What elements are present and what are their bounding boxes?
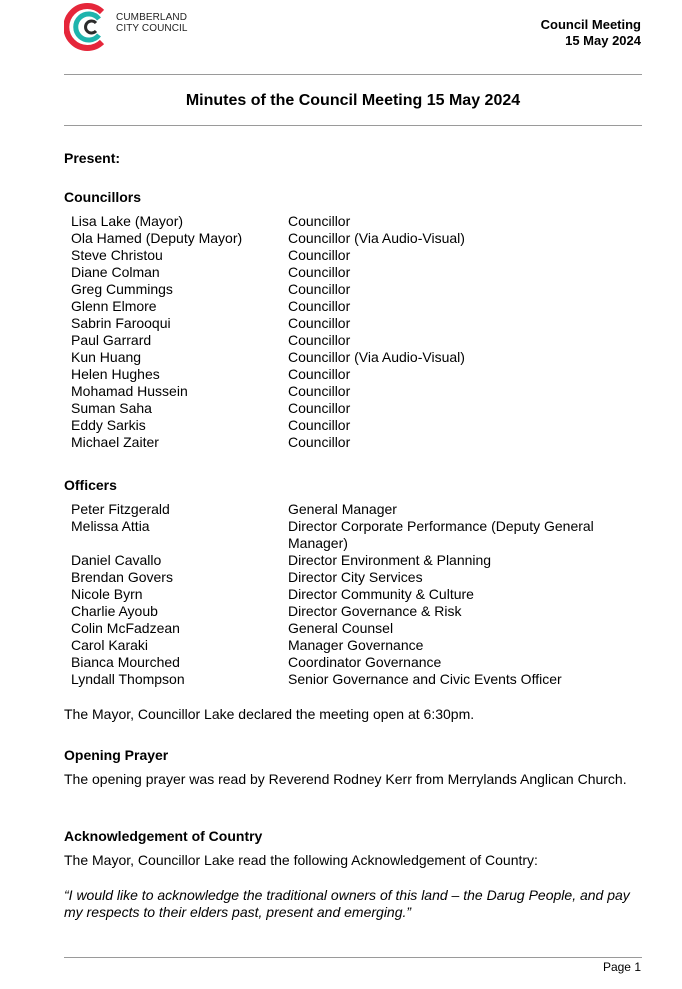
- councillor-name: Paul Garrard: [71, 332, 152, 348]
- acknowledgement-intro: The Mayor, Councillor Lake read the following Acknowledgement of Country:: [64, 852, 538, 868]
- councillor-name: Greg Cummings: [71, 281, 173, 297]
- councillor-name: Kun Huang: [71, 349, 142, 365]
- councillor-role: Councillor (Via Audio-Visual): [288, 230, 465, 246]
- officer-name: Daniel Cavallo: [71, 552, 162, 568]
- footer-divider: [64, 957, 642, 958]
- meeting-date: 15 May 2024: [565, 33, 641, 48]
- councillor-name: Suman Saha: [71, 400, 152, 416]
- acknowledgement-quote: “I would like to acknowledge the traditional owners of this land – the Darug People, and pay my respects to their elders past, present and emerging.”: [64, 887, 630, 920]
- logo-wordmark: [116, 12, 188, 34]
- council-logo-icon: [64, 0, 114, 52]
- councillor-role: Councillor: [288, 383, 351, 399]
- councillor-name: Michael Zaiter: [71, 434, 159, 450]
- councillor-name: Diane Colman: [71, 264, 160, 280]
- officer-name: Peter Fitzgerald: [71, 501, 170, 517]
- acknowledgement-heading: Acknowledgement of Country: [64, 828, 263, 844]
- councillor-role: Councillor: [288, 400, 351, 416]
- officer-name: Charlie Ayoub: [71, 603, 158, 619]
- councillor-role: Councillor: [288, 332, 351, 348]
- councillor-role: Councillor: [288, 417, 351, 433]
- officer-role: Director Governance & Risk: [288, 603, 462, 619]
- officer-role: Director Corporate Performance (Deputy General Manager): [288, 518, 594, 551]
- councillor-name: Glenn Elmore: [71, 298, 157, 314]
- councillor-role: Councillor: [288, 298, 351, 314]
- officer-name: Bianca Mourched: [71, 654, 180, 670]
- officer-name: Lyndall Thompson: [71, 671, 185, 687]
- title-divider: [64, 125, 642, 126]
- councillor-role: Councillor: [288, 264, 351, 280]
- councillor-role: Councillor: [288, 434, 351, 450]
- councillor-name: Lisa Lake (Mayor): [71, 213, 184, 229]
- councillors-heading: Councillors: [64, 189, 142, 205]
- officer-role: General Manager: [288, 501, 397, 517]
- councillor-role: Councillor: [288, 315, 351, 331]
- officer-role: Director Community & Culture: [288, 586, 474, 602]
- opening-statement: The Mayor, Councillor Lake declared the meeting open at 6:30pm.: [64, 706, 475, 722]
- councillor-name: Mohamad Hussein: [71, 383, 188, 399]
- page-title: Minutes of the Council Meeting 15 May 2024: [185, 92, 521, 109]
- councillor-role: Councillor: [288, 213, 351, 229]
- officer-name: Colin McFadzean: [71, 620, 180, 636]
- officer-name: Melissa Attia: [71, 518, 150, 534]
- page-number: Page 1: [602, 960, 641, 974]
- present-heading: Present:: [64, 150, 121, 166]
- council-logo: [64, 0, 204, 56]
- officer-role: Manager Governance: [288, 637, 424, 653]
- officer-role: Coordinator Governance: [288, 654, 442, 670]
- officers-heading: Officers: [64, 477, 117, 493]
- councillor-name: Sabrin Farooqui: [71, 315, 171, 331]
- logo-line-2: CITY COUNCIL: [116, 23, 188, 34]
- councillor-name: Eddy Sarkis: [71, 417, 146, 433]
- officer-name: Nicole Byrn: [71, 586, 143, 602]
- officer-role: General Counsel: [288, 620, 394, 636]
- prayer-text: The opening prayer was read by Reverend Rodney Kerr from Merrylands Anglican Church.: [64, 771, 627, 787]
- officer-name: Carol Karaki: [71, 637, 149, 653]
- councillor-role: Councillor: [288, 281, 351, 297]
- officer-role: Director City Services: [288, 569, 423, 585]
- councillor-role: Councillor (Via Audio-Visual): [288, 349, 465, 365]
- officer-role: Director Environment & Planning: [288, 552, 492, 568]
- councillor-role: Councillor: [288, 366, 351, 382]
- officer-role: Senior Governance and Civic Events Officer: [288, 671, 562, 687]
- header-divider: [64, 74, 642, 75]
- prayer-heading: Opening Prayer: [64, 747, 169, 763]
- meeting-meta: [541, 17, 641, 49]
- councillor-role: Councillor: [288, 247, 351, 263]
- logo-line-1: CUMBERLAND: [116, 12, 188, 23]
- councillor-name: Ola Hamed (Deputy Mayor): [71, 230, 243, 246]
- councillor-name: Steve Christou: [71, 247, 163, 263]
- meeting-label: Council Meeting: [540, 17, 641, 32]
- officer-name: Brendan Govers: [71, 569, 173, 585]
- councillor-name: Helen Hughes: [71, 366, 160, 382]
